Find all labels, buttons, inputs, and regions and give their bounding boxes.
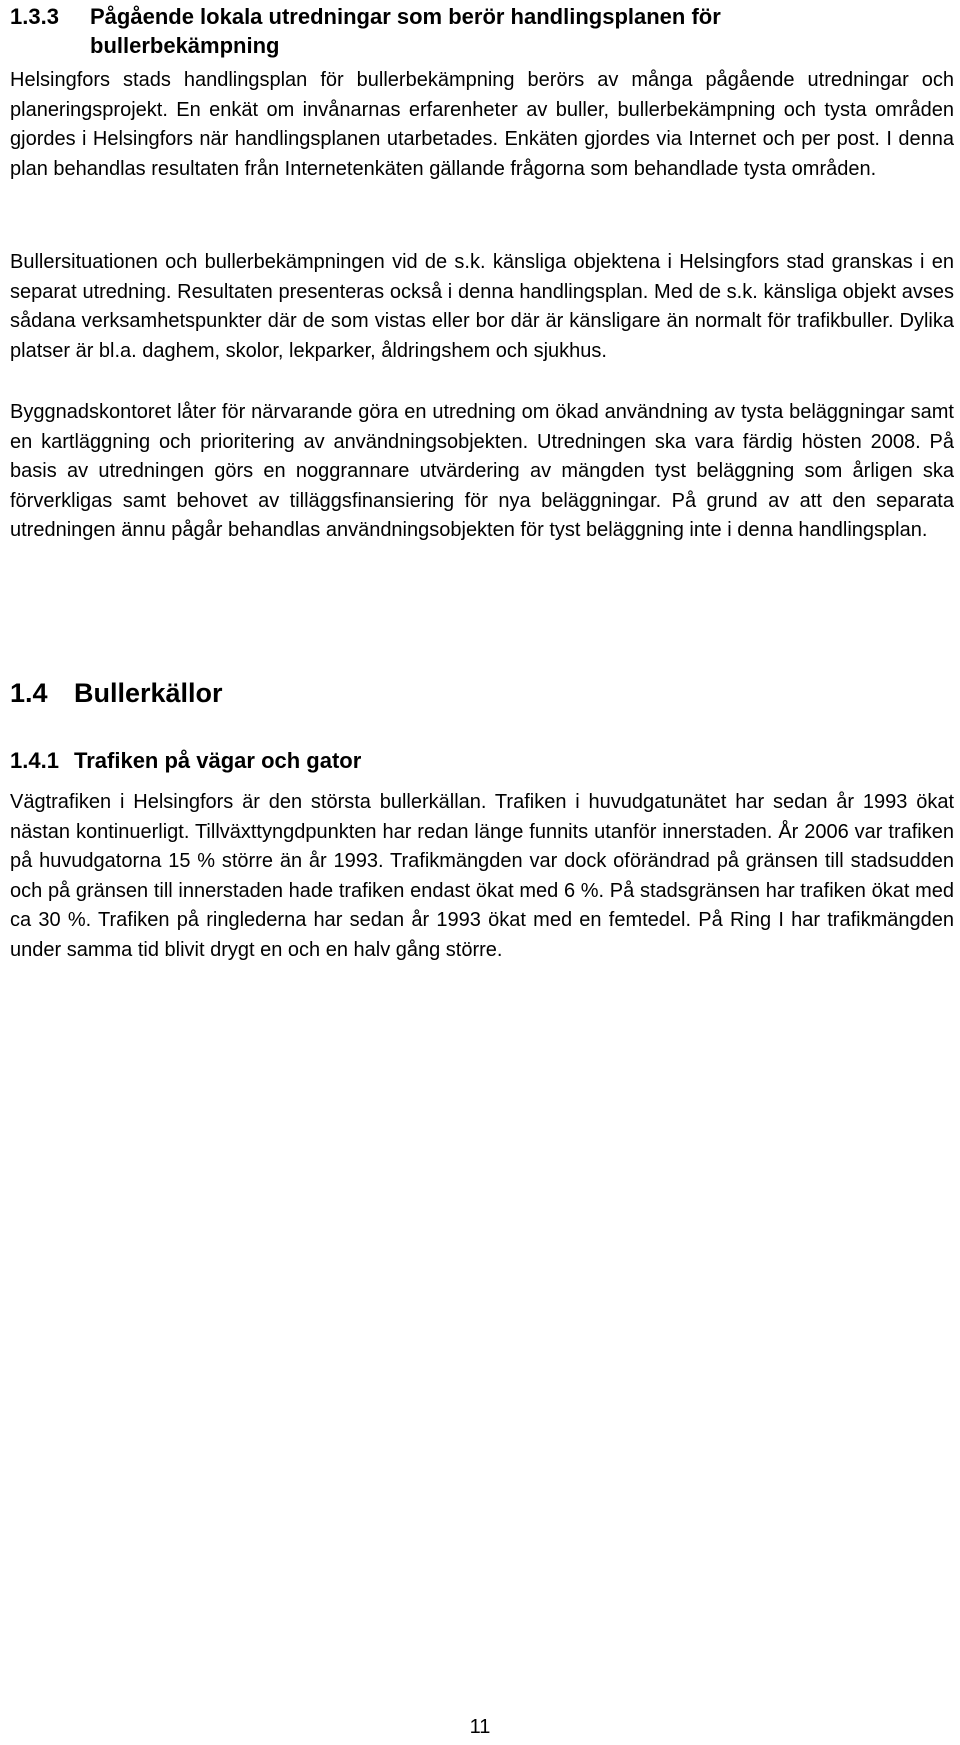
section-title: Trafiken på vägar och gator xyxy=(74,748,362,773)
paragraph-road-traffic: Vägtrafiken i Helsingfors är den största bullerkällan. Trafiken i huvudgatunätet har sedan år 1993 ökat nästan kontinuerligt. Tillväxttyngdpunkten har redan länge funnits utanför innerstaden. År 2006 var trafiken på huvudgatorna 15 % större än år 1993. Trafikmängden var dock oförändrad på gränsen till stadsudden och på gränsen till innerstaden hade trafiken endast ökat med 6 %. På stadsgränsen har trafiken ökat med ca 30 %. Trafiken på ringlederna har sedan år 1993 ökat med en femtedel. På Ring I har trafikmängden under samma tid blivit drygt en och en halv gång större. xyxy=(10,791,954,961)
section-heading-1-4-1 xyxy=(10,746,610,775)
section-number: 1.4.1 xyxy=(10,748,59,773)
section-number: 1.3.3 xyxy=(10,4,59,29)
section-title: Bullerkällor xyxy=(74,678,223,708)
paragraph-pending-studies: Helsingfors stads handlingsplan för bullerbekämpning berörs av många pågående utredningar och planeringsprojekt. En enkät om invånarnas erfarenheter av buller, bullerbekämpning och tysta områden gjordes i Helsingfors när handlingsplanen utarbetades. Enkäten gjordes via Internet och per post. I denna plan behandlas resultaten från Internetenkäten gällande frågorna som behandlade tysta områden. xyxy=(10,69,954,180)
paragraph-quiet-pavements: Byggnadskontoret låter för närvarande göra en utredning om ökad användning av tysta beläggningar samt en kartläggning och prioritering av användningsobjekten. Utredningen ska vara färdig hösten 2008. På basis av utredningen görs en noggrannare utvärdering av mängden tyst beläggning som årligen ska förverkligas samt behovet av tilläggsfinansiering för nya beläggningar. På grund av att den separata utredningen ännu pågår behandlas användningsobjekten för tyst beläggning inte i denna handlingsplan. xyxy=(10,401,954,541)
section-title: Pågående lokala utredningar som berör handlingsplanen för bullerbekämpning xyxy=(90,4,721,58)
paragraph-sensitive-objects: Bullersituationen och bullerbekämpningen vid de s.k. känsliga objektena i Helsingfors stad granskas i en separat utredning. Resultaten presenteras också i denna handlingsplan. Med de s.k. känsliga objekt avses sådana verksamhetspunkter där de som vistas eller bor där är känsligare än normalt för trafikbuller. Dylika platser är bl.a. daghem, skolor, lekparker, åldringshem och sjukhus. xyxy=(10,251,954,362)
page-number: 11 xyxy=(469,1716,491,1738)
section-heading-1-3-3 xyxy=(10,2,910,60)
section-number: 1.4 xyxy=(10,678,48,708)
section-heading-1-4 xyxy=(10,676,610,710)
